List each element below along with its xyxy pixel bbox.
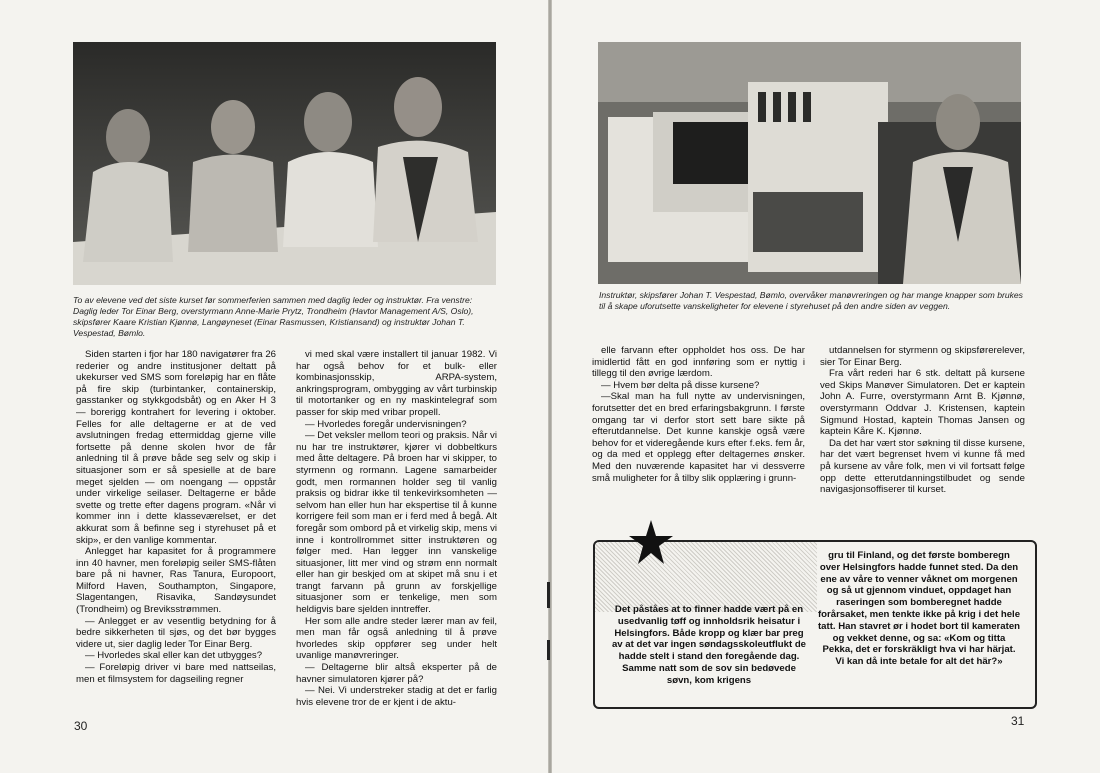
anecdote-box [593,540,1037,709]
right-column-2 [820,345,1025,496]
group-photo-illustration [73,42,496,285]
margin-mark [547,582,550,608]
paragraph: — Hvorledes skal eller kan det utbygges? [85,650,263,662]
margin-mark [547,640,550,660]
left-page [0,0,548,773]
right-column-1 [592,345,805,484]
paragraph: Her som alle andre steder lærer man av feil, men man får også anledning til å prøve hvorledes skip oppfører seg under helt uvanlige manøvreringer. [296,615,497,662]
paragraph: elle farvann efter oppholdet hos oss. De har imidlertid fått en god innføring som er nyttig i tillegg til den øvrige lærdom. [592,345,805,380]
simulator-photo-illustration [598,42,1021,284]
group-photo [73,42,496,285]
left-photo-caption: To av elevene ved det siste kurset før sommerferien sammen med daglig leder og instruktør. Fra venstre: Daglig leder Tor Einar Berg, overstyrmann Anne-Marie Prytz, Trondheim (Havtor Management A/S, Oslo), skipsfører Kaare Kristian Kjønnø, Langøyneset (Einar Rasmussen, Kristiansand) og instruktør Johan T. Vespestad, Bømlo. [73,295,474,338]
paragraph: Fra vårt rederi har 6 stk. deltatt på kursene ved Skips Manøver Simulatoren. Det er kaptein John A. Furre, overstyrmann Arnt B. Kjønnø, overstyrmann Oddvar J. Kristensen, kaptein Sigmund Hostad, kaptein Thomas Jansen og kaptein Kåre K. Kjønnø. [820,368,1025,438]
paragraph: — Hvorledes foregår undervisningen? [305,418,467,430]
box-text-left: Det påståes at to finner hadde vært på en usedvanlig tøff og innholdsrik heisatur i Helsingfors. Både kropp og klær bar preg av at det var ingen søndagsskoleutflukt de hadde stelt i stand den foregående dag. Samme natt som de sov sin bedøvede søvn, kom krigens [611,604,807,686]
paragraph: — Det veksler mellom teori og praksis. Når vi nu har tre instruktører, kjører vi dobbeltkurs med åtte deltagere. På broen har vi skipper, to styrmenn og rormann. Lagene samarbeider godt, men rormannen holder seg til vanlig praksis og bidrar ikke til tenkevirksomheten — selvom han eller hun har ekspertise til å kunne korrigere feil som man er i ferd med å begå. Alt foregår som ombord på et virkelig skip, mens vi inne i kontrollrommet sitter instruktøren og følger med. Han legger inn vanskelige situasjoner, litt mer vind og strøm enn normalt eller han gir beskjed om at skipet må snu i et trangt farvann på grunn av forskjellige situasjoner som er tenkelige, men som heldigvis bare sjelden inntreffer. [296,430,498,616]
paragraph: — Anlegget er av vesentlig betydning for å bedre sikkerheten til sjøs, og det bør bygges videre ut, sier daglig leder Tor Einar Berg. [76,615,276,650]
paragraph: Da det har vært stor søkning til disse kursene, har det vært begrenset hvem vi kunne få med på kursene av våre folk, men vi vil fortsatt følge opp dette etterutdanningstilbudet og sende navigasjonsoffiserer til kurset. [820,437,1025,496]
page-number-left: 30 [74,719,88,733]
paragraph: —Skal man ha full nytte av undervisningen, forutsetter det en bred erfaringsbakgrunn. I første omgang tar vi derfor stort sett bare sikte på efterutdannelse. Det kunne kanskje også være behov for et videregående kurs efter f.eks. fem år, og da med et opplegg efter deltagernes ønsker. Med den nuværende kapasitet har vi dessverre små muligheter for å tilby slik opplæring i grunn- [592,391,805,484]
star-icon [629,520,673,564]
paragraph: — Deltagerne blir altså eksperter på de havner simulatoren kjører på? [296,662,497,685]
box-text-right: gru til Finland, og det første bomberegn over Helsingfors hadde funnet sted. Da den ene av våre to venner våknet om morgenen og så ut gjennom vinduet, oppdaget han raseringen som bomberegnet hadde forårsaket, men tenkte ikke på krig i det hele tatt. Han stavret ør i hodet bort til kameraten og vekket denne, og sa: «Kom og titta Pekka, det er forskräkligt hva vi har härjat. Vi kan då inte betale for alt det här?» [817,550,1021,668]
paragraph: vi med skal være installert til januar 1982. Vi har også behov for et bulk- eller kombinasjonsskip, ARPA-system, ankringsprogram, ombygging av vårt turbinskip til motortanker og en ny maskintelegraf som passer for skip med vribar propell. [296,349,497,418]
right-photo-caption: Instruktør, skipsfører Johan T. Vespestad, Bømlo, overvåker manøvreringen og har mange knapper som brukes til å skape uforutsette vanskeligheter for elevene i styrehuset på den andre siden av veggen. [599,290,1023,311]
paragraph: — Foreløpig driver vi bare med nattseilas, men et filmsystem for dagseiling regner [76,662,276,685]
simulator-photo [598,42,1021,284]
paragraph: Siden starten i fjor har 180 navigatører fra 26 rederier og andre institusjoner deltatt på ukekurser ved SMS som foreløpig har en flåte på fire skip (turbintanker, containerskip, gasstanker og stykkgodsbåt) og en Aker H 3 — borerigg kontrahert for levering i oktober. Felles for alle deltagerne er at de ved avslutningen fredag ettermiddag gjerne ville fortsette på denne skolen hvor de får anledning til å prøve både seg selv og skip i situasjoner som er så spesielle at de bare meget sjelden — om noengang — oppstår under virkelige seilaser. Deltagerne er både svette og trette efter dagens program. «Når vi kommer inn i dette klasseværelset, er det akkurat som å befinne seg i styrehuset på et skip», er den vanlige kommentar. [76,349,276,546]
paragraph: Anlegget har kapasitet for å programmere inn 40 havner, men foreløpig seiler SMS-flåten bare på ni havner, Ras Tanura, Europoort, Milford Haven, Southampton, Singapore, Slagentangen, Risavika, Sandøysundet (Trondheim) og Breviksstrømmen. [76,546,276,616]
paragraph: — Nei. Vi understreker stadig at det er farlig hvis elevene tror de er kjent i de aktu- [296,685,497,708]
left-column-1 [76,349,276,685]
paragraph: — Hvem bør delta på disse kursene? [601,379,760,391]
paragraph: utdannelsen for styrmenn og skipsførerelever, sier Tor Einar Berg. [820,345,1025,368]
left-column-2 [296,349,497,708]
page-number-right: 31 [1011,714,1025,728]
